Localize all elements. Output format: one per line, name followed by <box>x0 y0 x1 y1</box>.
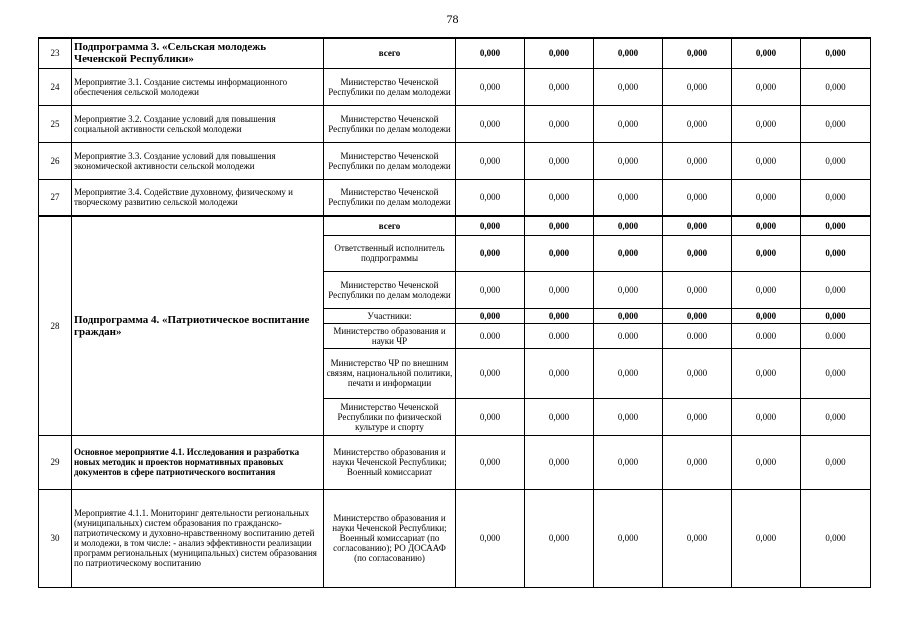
executor-cell: Участники: <box>324 308 456 323</box>
value-cell: 0,000 <box>732 435 801 489</box>
value-cell: 0,000 <box>801 489 871 587</box>
table-row <box>39 105 871 142</box>
row-number: 23 <box>39 38 72 68</box>
value-cell: 0,000 <box>801 235 871 271</box>
table-row <box>39 216 871 235</box>
value-cell: 0,000 <box>525 216 594 235</box>
activity-name: Подпрограмма 3. «Сельская молодежь Чеченской Республики» <box>72 38 324 68</box>
value-cell: 0,000 <box>594 38 663 68</box>
executor-cell: Министерство Чеченской Республики по делам молодежи <box>324 271 456 308</box>
value-cell: 0,000 <box>594 179 663 216</box>
activity-name: Мероприятие 4.1.1. Мониторинг деятельности региональных (муниципальных) систем образования по гражданско-патриотическому и духовно-нравственному воспитанию детей и молодежи, в том числе: - анализ эффективности реализации программ региональных (муниципальных) систем образования по патриотическому воспитанию <box>72 489 324 587</box>
page-number: 78 <box>446 12 459 26</box>
value-cell: 0,000 <box>594 435 663 489</box>
row-number: 28 <box>39 216 72 435</box>
value-cell: 0,000 <box>456 489 525 587</box>
row-number: 25 <box>39 105 72 142</box>
value-cell: 0,000 <box>801 435 871 489</box>
value-cell: 0,000 <box>663 435 732 489</box>
executor-cell: Министерство Чеченской Республики по делам молодежи <box>324 105 456 142</box>
value-cell: 0,000 <box>663 142 732 179</box>
table-body <box>39 38 871 587</box>
activity-name: Мероприятие 3.1. Создание системы информационного обеспечения сельской молодежи <box>72 68 324 105</box>
value-cell: 0,000 <box>594 216 663 235</box>
value-cell: 0,000 <box>801 142 871 179</box>
value-cell: 0,000 <box>525 142 594 179</box>
value-cell: 0,000 <box>663 179 732 216</box>
activity-name: Основное мероприятие 4.1. Исследования и разработка новых методик и проектов нормативных правовых документов в сфере патриотического воспитания <box>72 435 324 489</box>
executor-cell: Министерство Чеченской Республики по делам молодежи <box>324 179 456 216</box>
value-cell: 0.000 <box>732 323 801 348</box>
row-number: 27 <box>39 179 72 216</box>
value-cell: 0,000 <box>594 308 663 323</box>
activity-name: Мероприятие 3.4. Содействие духовному, физическому и творческому развитию сельской молодежи <box>72 179 324 216</box>
executor-cell: Министерство Чеченской Республики по физической культуре и спорту <box>324 398 456 435</box>
value-cell: 0,000 <box>594 105 663 142</box>
value-cell: 0,000 <box>594 489 663 587</box>
value-cell: 0,000 <box>801 179 871 216</box>
value-cell: 0,000 <box>525 308 594 323</box>
value-cell: 0,000 <box>456 235 525 271</box>
executor-cell: Министерство ЧР по внешним связям, национальной политики, печати и информации <box>324 348 456 398</box>
row-number: 30 <box>39 489 72 587</box>
activity-name: Мероприятие 3.3. Создание условий для повышения экономической активности сельской молодежи <box>72 142 324 179</box>
value-cell: 0,000 <box>594 271 663 308</box>
value-cell: 0,000 <box>732 348 801 398</box>
executor-cell: Министерство образования и науки ЧР <box>324 323 456 348</box>
value-cell: 0,000 <box>801 348 871 398</box>
value-cell: 0,000 <box>801 105 871 142</box>
value-cell: 0.000 <box>801 323 871 348</box>
activity-name: Мероприятие 3.2. Создание условий для повышения социальной активности сельской молодежи <box>72 105 324 142</box>
value-cell: 0,000 <box>456 105 525 142</box>
value-cell: 0,000 <box>525 398 594 435</box>
row-number: 26 <box>39 142 72 179</box>
value-cell: 0,000 <box>801 68 871 105</box>
value-cell: 0,000 <box>732 398 801 435</box>
value-cell: 0,000 <box>594 235 663 271</box>
value-cell: 0,000 <box>594 398 663 435</box>
value-cell: 0.000 <box>525 323 594 348</box>
value-cell: 0,000 <box>525 489 594 587</box>
value-cell: 0,000 <box>456 142 525 179</box>
value-cell: 0,000 <box>663 308 732 323</box>
value-cell: 0,000 <box>732 179 801 216</box>
value-cell: 0,000 <box>456 398 525 435</box>
value-cell: 0,000 <box>732 489 801 587</box>
value-cell: 0.000 <box>456 323 525 348</box>
executor-cell: Ответственный исполнитель подпрограммы <box>324 235 456 271</box>
value-cell: 0,000 <box>801 271 871 308</box>
value-cell: 0,000 <box>456 271 525 308</box>
value-cell: 0,000 <box>732 216 801 235</box>
executor-cell: Министерство образования и науки Чеченской Республики; Военный комиссариат <box>324 435 456 489</box>
value-cell: 0,000 <box>663 348 732 398</box>
value-cell: 0,000 <box>525 435 594 489</box>
value-cell: 0,000 <box>594 348 663 398</box>
budget-table <box>38 37 871 588</box>
value-cell: 0,000 <box>525 271 594 308</box>
value-cell: 0,000 <box>801 308 871 323</box>
value-cell: 0,000 <box>732 308 801 323</box>
value-cell: 0,000 <box>732 142 801 179</box>
table-row <box>39 38 871 68</box>
value-cell: 0,000 <box>663 105 732 142</box>
value-cell: 0,000 <box>663 38 732 68</box>
value-cell: 0,000 <box>456 348 525 398</box>
value-cell: 0,000 <box>732 105 801 142</box>
value-cell: 0,000 <box>456 38 525 68</box>
value-cell: 0,000 <box>732 235 801 271</box>
value-cell: 0,000 <box>456 179 525 216</box>
executor-cell: Министерство Чеченской Республики по делам молодежи <box>324 68 456 105</box>
value-cell: 0,000 <box>525 105 594 142</box>
value-cell: 0,000 <box>663 489 732 587</box>
value-cell: 0,000 <box>663 216 732 235</box>
table-row <box>39 179 871 216</box>
table-row <box>39 142 871 179</box>
value-cell: 0,000 <box>456 435 525 489</box>
value-cell: 0,000 <box>525 38 594 68</box>
value-cell: 0,000 <box>801 38 871 68</box>
value-cell: 0,000 <box>663 235 732 271</box>
value-cell: 0,000 <box>456 216 525 235</box>
value-cell: 0,000 <box>594 68 663 105</box>
value-cell: 0,000 <box>663 398 732 435</box>
value-cell: 0,000 <box>801 216 871 235</box>
value-cell: 0,000 <box>525 68 594 105</box>
value-cell: 0,000 <box>663 271 732 308</box>
value-cell: 0.000 <box>594 323 663 348</box>
row-number: 29 <box>39 435 72 489</box>
value-cell: 0,000 <box>663 68 732 105</box>
table-row <box>39 435 871 489</box>
value-cell: 0,000 <box>732 68 801 105</box>
activity-name: Подпрограмма 4. «Патриотическое воспитание граждан» <box>72 216 324 435</box>
executor-cell: Министерство образования и науки Чеченской Республики; Военный комиссариат (по согласованию); РО ДОСААФ (по согласованию) <box>324 489 456 587</box>
executor-cell: всего <box>324 216 456 235</box>
value-cell: 0,000 <box>732 38 801 68</box>
value-cell: 0.000 <box>663 323 732 348</box>
value-cell: 0,000 <box>456 308 525 323</box>
value-cell: 0,000 <box>732 271 801 308</box>
table-row <box>39 68 871 105</box>
value-cell: 0,000 <box>525 348 594 398</box>
table-row <box>39 489 871 587</box>
executor-cell: всего <box>324 38 456 68</box>
value-cell: 0,000 <box>801 398 871 435</box>
executor-cell: Министерство Чеченской Республики по делам молодежи <box>324 142 456 179</box>
value-cell: 0,000 <box>525 235 594 271</box>
value-cell: 0,000 <box>594 142 663 179</box>
row-number: 24 <box>39 68 72 105</box>
value-cell: 0,000 <box>456 68 525 105</box>
value-cell: 0,000 <box>525 179 594 216</box>
